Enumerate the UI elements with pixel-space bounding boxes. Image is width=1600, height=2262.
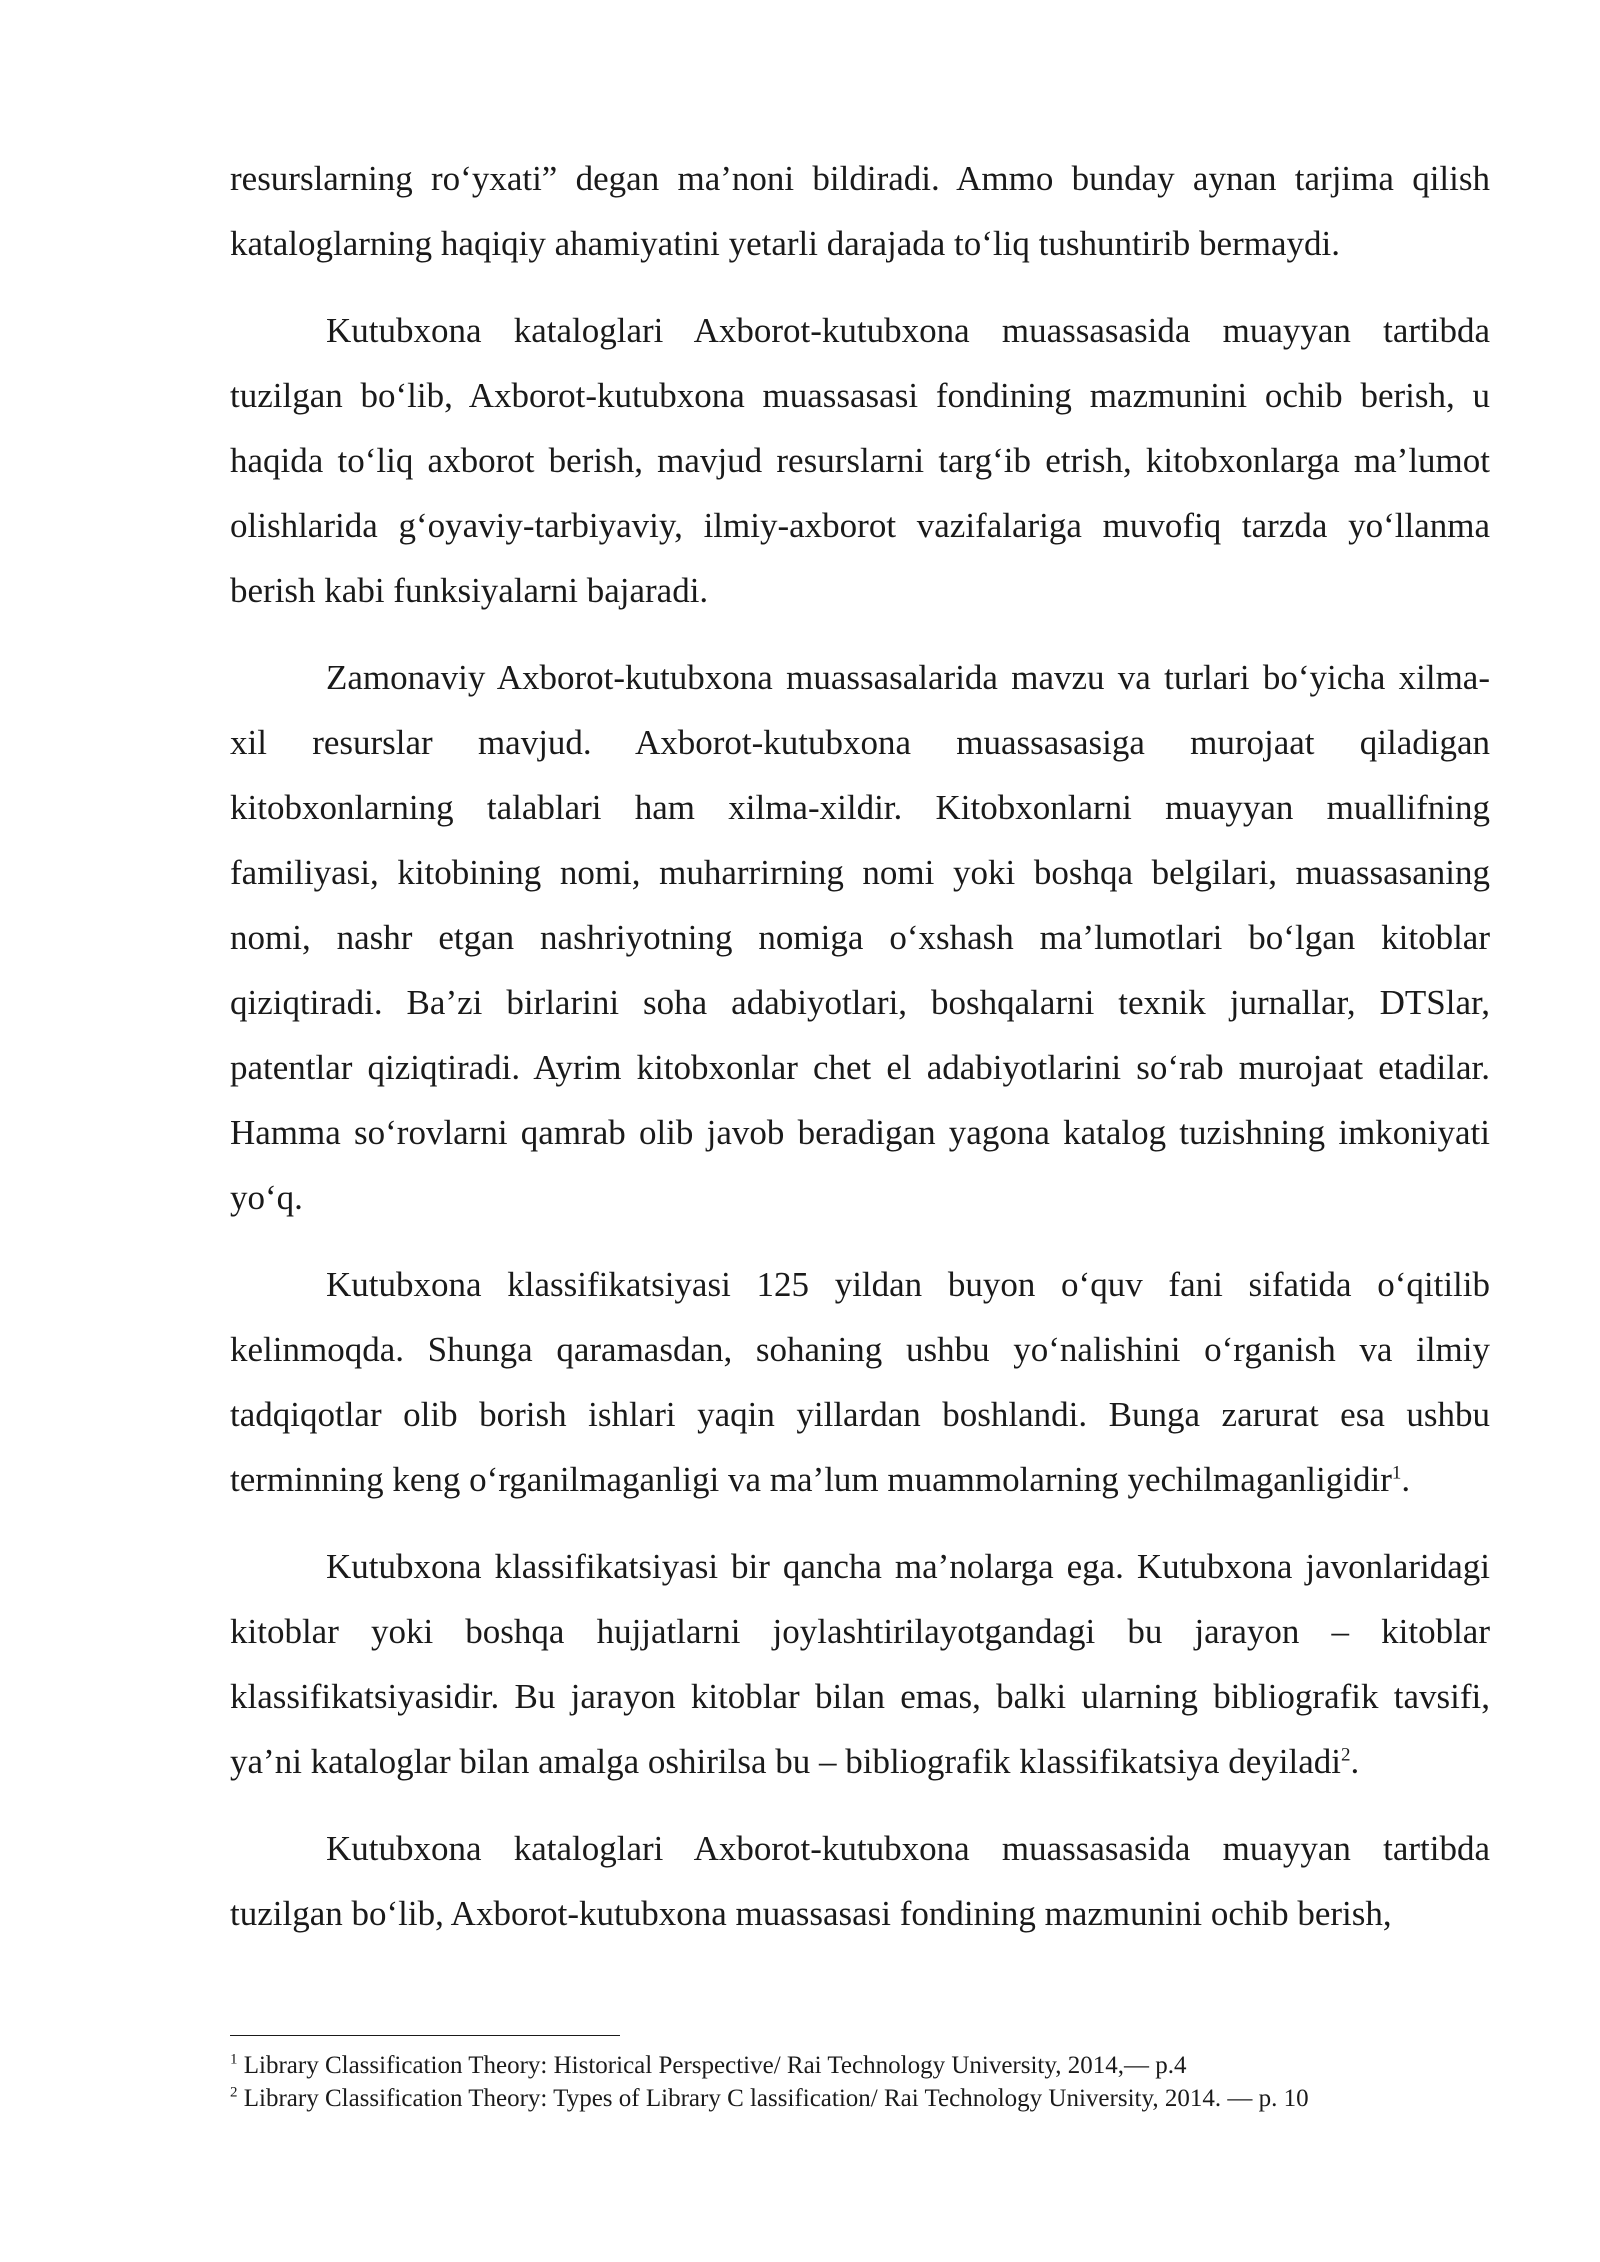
paragraph-text: Kutubxona klassifikatsiyasi bir qancha ma’nolarga ega. Kutubxona javonlaridagi kitoblar yoki boshqa hujjatlarni joylashtirilayotgandagi bu jarayon – kitoblar klassifikatsiyasidir. Bu jarayon kitoblar bilan emas, balki ularning bibliografik tavsifi, ya’ni kataloglar bilan amalga oshirilsa bu – bibliografik klassifikatsiya deyiladi — [230, 1547, 1490, 1781]
paragraph-text: Kutubxona kataloglari Axborot-kutubxona muassasasida muayyan tartibda tuzilgan bo‘lib, Axborot-kutubxona muassasasi fondining mazmunini ochib berish, u haqida to‘liq axborot berish, mavjud resurslarni targ‘ib etrish, kitobxonlarga ma’lumot olishlarida g‘oyaviy-tarbiyaviy, ilmiy-axborot vazifalariga muvofiq tarzda yo‘llanma berish kabi funksiyalarni bajaradi. — [230, 311, 1490, 610]
footnotes — [230, 2049, 1490, 2115]
footnote-1 — [230, 2049, 1490, 2082]
paragraph-end-punctuation: . — [1350, 1742, 1360, 1781]
paragraph-2 — [230, 298, 1490, 623]
paragraph-1 — [230, 146, 1490, 276]
footnote-text: Library Classification Theory: Types of Library C lassification/ Rai Technology University, 2014. — p. 10 — [237, 2085, 1309, 2112]
paragraph-end-punctuation: . — [1401, 1460, 1411, 1499]
footnote-separator — [230, 2035, 620, 2036]
paragraph-4 — [230, 1252, 1490, 1512]
footnote-mark: 2 — [230, 2084, 238, 2101]
paragraph-5 — [230, 1534, 1490, 1794]
paragraph-3 — [230, 645, 1490, 1230]
paragraph-text: Kutubxona kataloglari Axborot-kutubxona muassasasida muayyan tartibda tuzilgan bo‘lib, Axborot-kutubxona muassasasi fondining mazmunini ochib berish, — [230, 1829, 1490, 1933]
footnote-reference-2: 2 — [1340, 1744, 1351, 1766]
footnote-mark: 1 — [230, 2051, 238, 2068]
paragraph-text: Kutubxona klassifikatsiyasi 125 yildan buyon o‘quv fani sifatida o‘qitilib kelinmoqda. Shunga qaramasdan, sohaning ushbu yo‘nalishini o‘rganish va ilmiy tadqiqotlar olib borish ishlari yaqin yillardan boshlandi. Bunga zarurat esa ushbu terminning keng o‘rganilmaganligi va ma’lum muammolarning yechilmaganligidir — [230, 1265, 1490, 1499]
body-text — [230, 146, 1490, 1946]
footnote-reference-1: 1 — [1391, 1462, 1402, 1484]
footnote-text: Library Classification Theory: Historical Perspective/ Rai Technology University, 2014,— p.4 — [237, 2052, 1187, 2079]
footnote-2 — [230, 2082, 1490, 2115]
paragraph-text: Zamonaviy Axborot-kutubxona muassasalarida mavzu va turlari bo‘yicha xilma-xil resurslar mavjud. Axborot-kutubxona muassasasiga murojaat qiladigan kitobxonlarning talablari ham xilma-xildir. Kitobxonlarni muayyan muallifning familiyasi, kitobining nomi, muharrirning nomi yoki boshqa belgilari, muassasaning nomi, nashr etgan nashriyotning nomiga o‘xshash ma’lumotlari bo‘lgan kitoblar qiziqtiradi. Ba’zi birlarini soha adabiyotlari, boshqalarni texnik jurnallar, DTSlar, patentlar qiziqtiradi. Ayrim kitobxonlar chet el adabiyotlarini so‘rab murojaat etadilar. Hamma so‘rovlarni qamrab olib javob beradigan yagona katalog tuzishning imkoniyati yo‘q. — [230, 658, 1490, 1217]
paragraph-text: resurslarning ro‘yxati” degan ma’noni bildiradi. Ammo bunday aynan tarjima qilish kataloglarning haqiqiy ahamiyatini yetarli darajada to‘liq tushuntirib bermaydi. — [230, 159, 1490, 263]
paragraph-6 — [230, 1816, 1490, 1946]
